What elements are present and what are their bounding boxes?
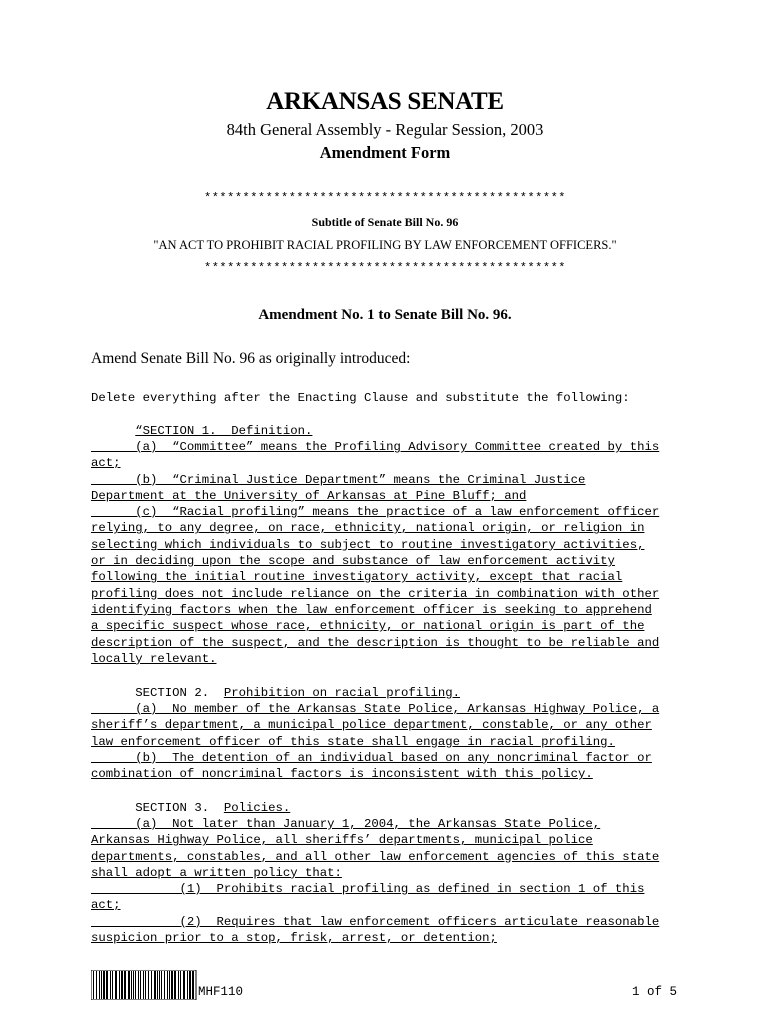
page-number: 1 of 5 (632, 985, 678, 999)
amendment-heading: Amendment No. 1 to Senate Bill No. 96. (258, 307, 512, 323)
act-title: "AN ACT TO PROHIBIT RACIAL PROFILING BY LAW ENFORCEMENT OFFICERS." (153, 238, 617, 252)
section-1-line: (b) “Criminal Justice Department” means the Criminal Justice (91, 472, 586, 487)
barcode-bar (115, 971, 117, 999)
section-3-line: (1) Prohibits racial profiling as defined in section 1 of this (91, 882, 645, 897)
section-1-line: identifying factors when the law enforcement officer is seeking to apprehend (91, 602, 652, 617)
barcode-bar (119, 971, 120, 999)
barcode-bar (110, 971, 111, 999)
section-3-line: act; (91, 898, 121, 913)
section-1-line: description of the suspect, and the description is thought to be reliable and (91, 635, 660, 650)
barcode-bar (151, 971, 152, 999)
section-3-line: shall adopt a written policy that: (91, 865, 342, 880)
section-1-line: a specific suspect whose race, ethnicity, or national origin is part of the (91, 619, 645, 634)
barcode-bar (93, 971, 94, 999)
section-1-line: selecting which individuals to subject to routine investigatory activities, (91, 537, 645, 552)
section-1-line: Department at the University of Arkansas at Pine Bluff; and (91, 488, 527, 503)
barcode-bar (187, 971, 188, 999)
section-1-line: relying, to any degree, on race, ethnicity, national origin, or religion in (91, 521, 645, 536)
section-2-line: law enforcement officer of this state shall engage in racial profiling. (91, 734, 615, 749)
section-3-line: (a) Not later than January 1, 2004, the Arkansas State Police, (91, 817, 601, 831)
document-title: ARKANSAS SENATE (266, 88, 504, 115)
section-1-line: locally relevant. (91, 651, 217, 666)
barcode-bar (145, 971, 146, 999)
barcode-bar (164, 971, 165, 999)
section-1-line: (c) “Racial profiling” means the practice of a law enforcement officer (91, 505, 660, 520)
barcode-bar (131, 971, 132, 999)
barcode-bar (178, 971, 179, 999)
section-2-title: Prohibition on racial profiling. (223, 686, 460, 700)
section-3-body (91, 816, 681, 946)
barcode-bar (189, 971, 191, 999)
section-1-line: or in deciding upon the scope and substance of law enforcement activity (91, 554, 615, 569)
divider-stars-bottom: *********************************************** (204, 261, 566, 275)
form-type: Amendment Form (319, 143, 451, 162)
section-1-number: “SECTION 1. (135, 424, 217, 438)
section-1-line: following the initial routine investigatory activity, except that racial (91, 570, 623, 585)
section-2-number: SECTION 2. (135, 686, 210, 700)
section-1-heading (91, 423, 681, 439)
section-2-line: (a) No member of the Arkansas State Police, Arkansas Highway Police, a (91, 702, 660, 716)
section-1-line: (a) “Committee” means the Profiling Advisory Committee created by this (91, 440, 660, 454)
barcode-bar (157, 971, 158, 999)
amendment-intro: Amend Senate Bill No. 96 as originally introduced: (91, 350, 411, 367)
barcode-bar (180, 971, 181, 999)
barcode-bar (143, 971, 144, 999)
subtitle-label: Subtitle of Senate Bill No. 96 (311, 215, 459, 229)
section-3-line: Arkansas Highway Police, all sheriffs’ departments, municipal police (91, 833, 593, 848)
section-3-line: suspicion prior to a stop, frisk, arrest, or detention; (91, 931, 497, 946)
barcode-bar (148, 971, 149, 999)
barcode-bar (192, 971, 194, 999)
barcode-bar (112, 971, 113, 999)
barcode-bar (140, 971, 141, 999)
barcode-bar (133, 971, 134, 999)
barcode-bar (99, 971, 100, 999)
barcode-bar (124, 971, 126, 999)
barcode-bar (154, 971, 156, 999)
section-1-line: act; (91, 456, 121, 471)
amendment-instruction: Delete everything after the Enacting Clause and substitute the following: (91, 391, 630, 405)
barcode-bar (138, 971, 139, 999)
barcode-bar (96, 971, 97, 999)
section-1-title: Definition. (231, 424, 313, 438)
barcode-bar (121, 971, 123, 999)
session-line: 84th General Assembly - Regular Session, 2003 (226, 120, 544, 139)
barcode-bar (106, 971, 108, 999)
section-2-heading (91, 685, 681, 701)
barcode-bar (167, 971, 168, 999)
barcode-bar (169, 971, 170, 999)
section-3-number: SECTION 3. (135, 801, 210, 815)
section-3-line: (2) Requires that law enforcement officers articulate reasonable (91, 914, 660, 929)
barcode-bar (159, 971, 160, 999)
document-code: MHF110 (198, 985, 244, 999)
barcode-bar (171, 971, 173, 999)
section-1-body (91, 439, 681, 667)
section-3-title: Policies. (223, 801, 291, 815)
section-1-line: profiling does not include reliance on the criteria in combination with other (91, 586, 660, 601)
barcode-bar (103, 971, 105, 999)
section-3-line: departments, constables, and all other law enforcement agencies of this state (91, 849, 660, 864)
barcode-bar (135, 971, 136, 999)
divider-stars-top: *********************************************** (204, 191, 566, 205)
barcode-bar (161, 971, 162, 999)
barcode-bar (183, 971, 185, 999)
section-2-body (91, 701, 681, 782)
section-2-line: (b) The detention of an individual based on any noncriminal factor or (91, 750, 652, 765)
barcode-bar (128, 971, 130, 999)
section-2-line: combination of noncriminal factors is inconsistent with this policy. (91, 767, 593, 782)
section-3-heading (91, 800, 681, 816)
section-2-line: sheriff’s department, a municipal police department, constable, or any other (91, 718, 652, 733)
barcode-bar (174, 971, 176, 999)
barcode-bar (101, 971, 102, 999)
